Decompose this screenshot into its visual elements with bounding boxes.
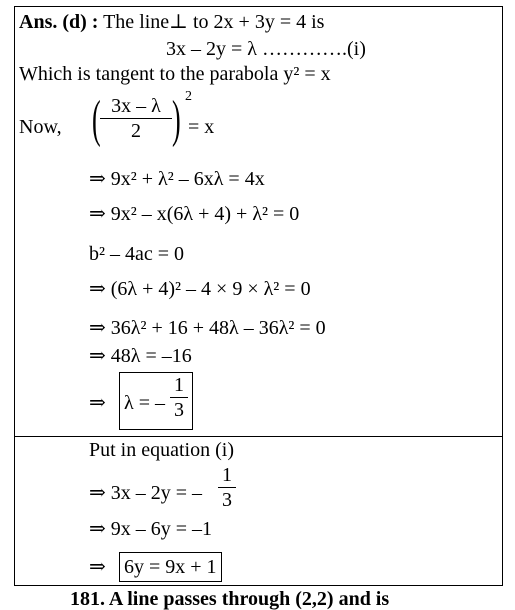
- section-divider: [14, 436, 503, 437]
- step-4: ⇒ (6λ + 4)² – 4 × 9 × λ² = 0: [89, 278, 311, 300]
- fraction-part2: [218, 464, 236, 511]
- put-in-equation: Put in equation (i): [89, 439, 234, 461]
- part2-numerator: 1: [222, 464, 232, 486]
- right-paren: ): [172, 91, 181, 148]
- power-2: 2: [185, 89, 192, 104]
- fraction-1-denominator: 2: [131, 120, 141, 142]
- step-1: ⇒ 9x² + λ² – 6xλ = 4x: [89, 168, 265, 190]
- lambda-numerator: 1: [174, 374, 184, 396]
- step-7-lhs: λ = –: [124, 392, 165, 414]
- step-5: ⇒ 36λ² + 16 + 48λ – 36λ² = 0: [89, 317, 326, 339]
- step-3: b² – 4ac = 0: [89, 243, 185, 265]
- now-label: Now,: [19, 116, 62, 138]
- answer-statement: The line⊥ to 2x + 3y = 4 is: [103, 11, 325, 33]
- tangent-text: Which is tangent to the parabola y² = x: [19, 63, 331, 85]
- fraction-lambda: [170, 374, 188, 421]
- line-equation: 3x – 2y = λ ………….(i): [166, 38, 366, 60]
- part2-step-3-arrow: ⇒: [89, 556, 106, 578]
- final-result: 6y = 9x + 1: [124, 556, 217, 578]
- lambda-denominator: 3: [174, 399, 184, 421]
- step-7-arrow: ⇒: [89, 392, 106, 414]
- fraction-bar: [170, 397, 188, 398]
- fraction-1-numerator: 3x – λ: [111, 95, 161, 117]
- next-question-cut: 181. A line passes through (2,2) and is: [70, 588, 390, 610]
- answer-line: [19, 11, 324, 33]
- fraction-1: [100, 95, 172, 142]
- fraction-bar: [100, 118, 172, 119]
- step-6: ⇒ 48λ = –16: [89, 345, 192, 367]
- fraction-rhs: = x: [188, 116, 215, 138]
- fraction-bar: [218, 487, 236, 488]
- part2-denominator: 3: [222, 489, 232, 511]
- step-2: ⇒ 9x² – x(6λ + 4) + λ² = 0: [89, 203, 300, 225]
- part2-step-1: ⇒ 3x – 2y = –: [89, 482, 203, 504]
- answer-label: Ans. (d) :: [19, 11, 99, 33]
- part2-step-2: ⇒ 9x – 6y = –1: [89, 518, 213, 540]
- left-paren: (: [92, 91, 101, 148]
